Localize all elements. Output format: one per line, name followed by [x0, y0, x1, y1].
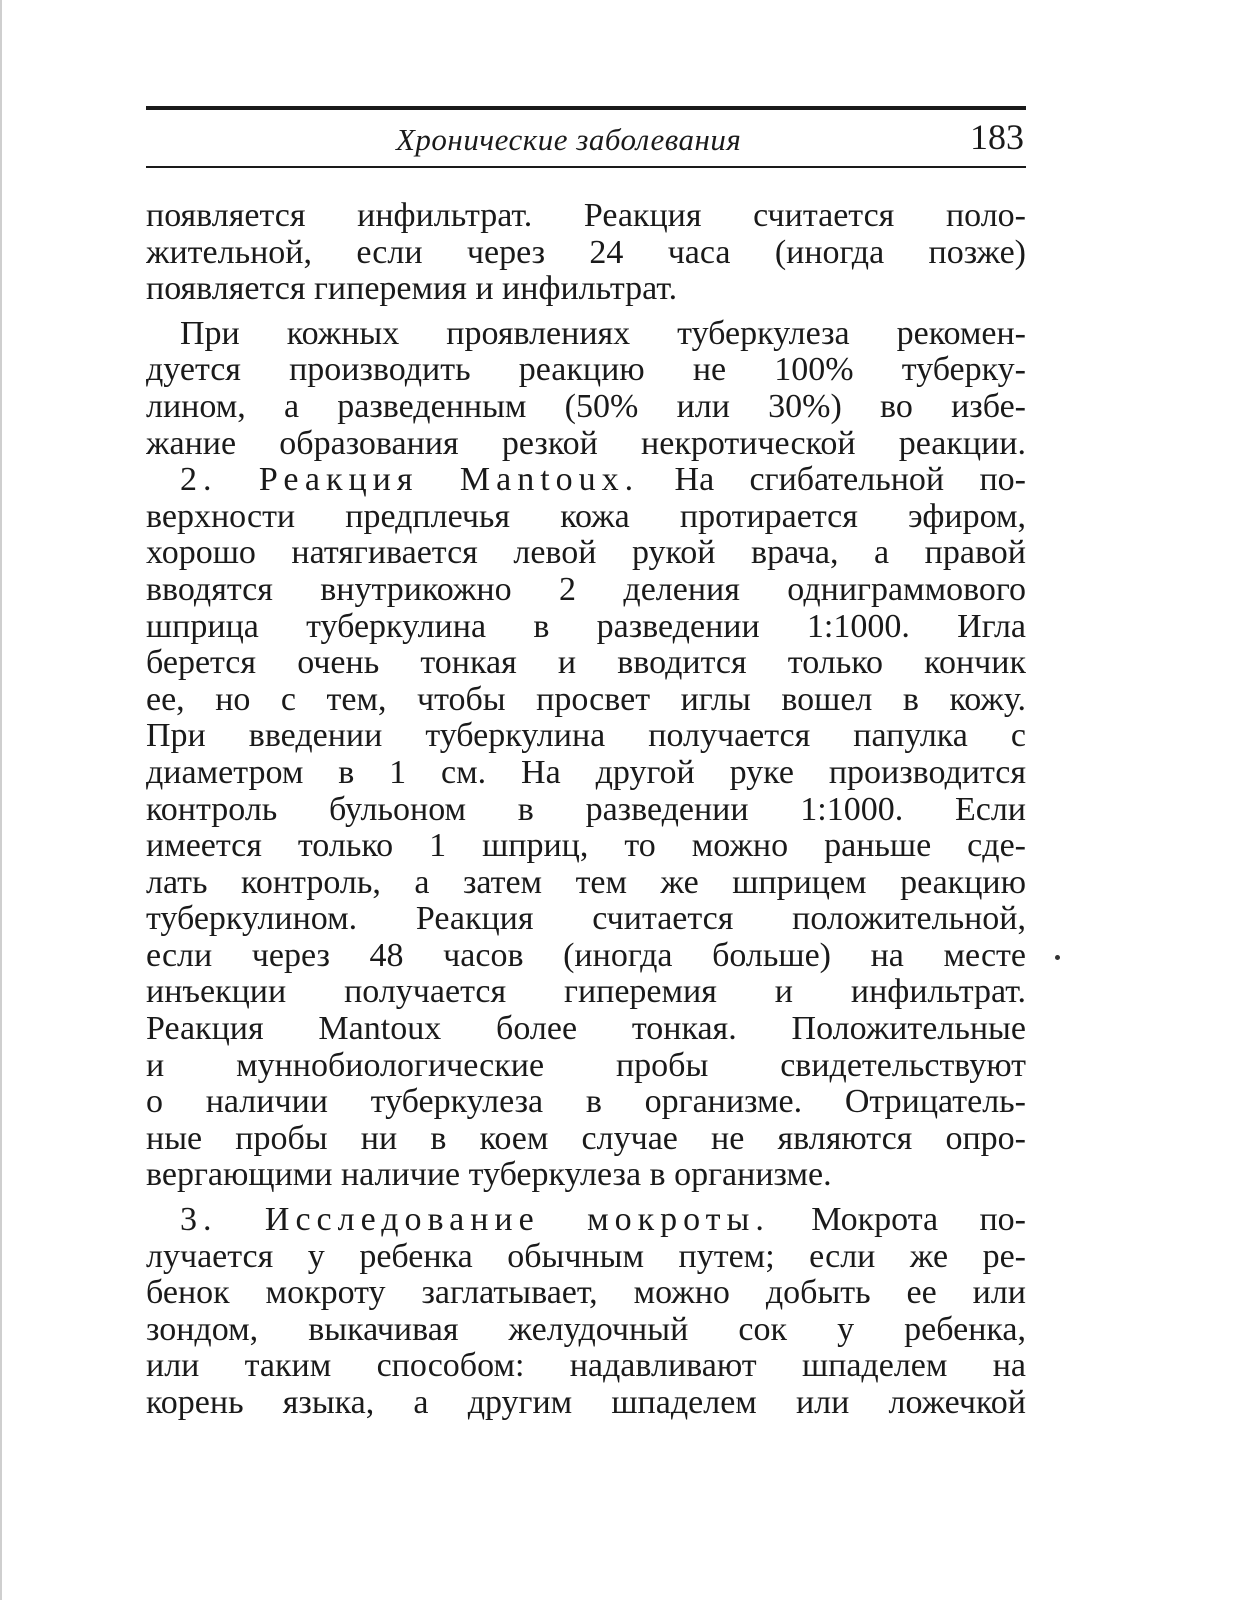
text-line: вергающими наличие туберкулеза в организме.: [146, 1157, 832, 1194]
text-line: лучается у ребенка обычным путем; если же ре-: [146, 1238, 1026, 1275]
text-line: инъекции получается гиперемия и инфильтрат.: [146, 974, 1026, 1011]
text-line: При кожных проявлениях туберкулеза рекомен-: [180, 315, 1026, 352]
text-line: жительной, если через 24 часа (иногда позже): [146, 234, 1026, 271]
text-line: туберкулином. Реакция считается положительной,: [146, 901, 1026, 938]
text-line: жание образования резкой некротической реакции.: [146, 425, 1026, 462]
running-head: Хронические заболевания: [396, 122, 742, 157]
page-header: [146, 106, 1026, 168]
text-line: При введении туберкулина получается папулка с: [146, 718, 1026, 755]
text-line: [146, 462, 1026, 499]
text-line: вводятся внутрикожно 2 деления одниграммового: [146, 571, 1026, 608]
text-line: хорошо натягивается левой рукой врача, а правой: [146, 535, 1026, 572]
page-number: 183: [970, 117, 1024, 157]
text-line: бенок мокроту заглатывает, можно добыть ее или: [146, 1275, 1026, 1312]
text-fragment: На сгибательной по-: [639, 462, 1026, 499]
text-line: лать контроль, а затем тем же шприцем реакцию: [146, 864, 1026, 901]
text-line: если через 48 часов (иногда больше) на месте: [146, 937, 1026, 974]
text-line: и муннобиологические пробы свидетельствуют: [146, 1047, 1026, 1084]
page-edge-shadow: [0, 0, 14, 1600]
text-line: шприца туберкулина в разведении 1:1000. Игла: [146, 608, 1026, 645]
text-line: лином, а разведенным (50% или 30%) во избе-: [146, 388, 1026, 425]
text-line: зондом, выкачивая желудочный сок у ребенка,: [146, 1311, 1026, 1348]
text-line: или таким способом: надавливают шпаделем на: [146, 1348, 1026, 1385]
text-line: берется очень тонкая и вводится только кончик: [146, 645, 1026, 682]
body-text: [146, 198, 1026, 1422]
text-line: корень языка, а другим шпаделем или ложечкой: [146, 1385, 1026, 1421]
text-line: появляется инфильтрат. Реакция считается поло-: [146, 198, 1026, 234]
section-heading: 3. Исследование мокроты.: [180, 1202, 770, 1239]
section-heading: 2. Реакция Mantoux.: [180, 462, 640, 499]
text-line: о наличии туберкулеза в организме. Отрицатель-: [146, 1084, 1026, 1121]
text-fragment: Мокрота по-: [769, 1202, 1026, 1239]
text-line: дуется производить реакцию не 100% туберку-: [146, 352, 1026, 389]
text-line: [146, 1202, 1026, 1239]
text-line: ные пробы ни в коем случае не являются опро-: [146, 1120, 1026, 1157]
text-line: имеется только 1 шприц, то можно раньше сде-: [146, 828, 1026, 865]
text-line: диаметром в 1 см. На другой руке производится: [146, 754, 1026, 791]
ink-speck: [1055, 955, 1060, 960]
text-line: верхности предплечья кожа протирается эфиром,: [146, 498, 1026, 535]
text-line: Реакция Mantoux более тонкая. Положительные: [146, 1011, 1026, 1048]
text-line: появляется гиперемия и инфильтрат.: [146, 271, 678, 308]
text-line: контроль бульоном в разведении 1:1000. Если: [146, 791, 1026, 828]
text-line: ее, но с тем, чтобы просвет иглы вошел в кожу.: [146, 681, 1026, 718]
